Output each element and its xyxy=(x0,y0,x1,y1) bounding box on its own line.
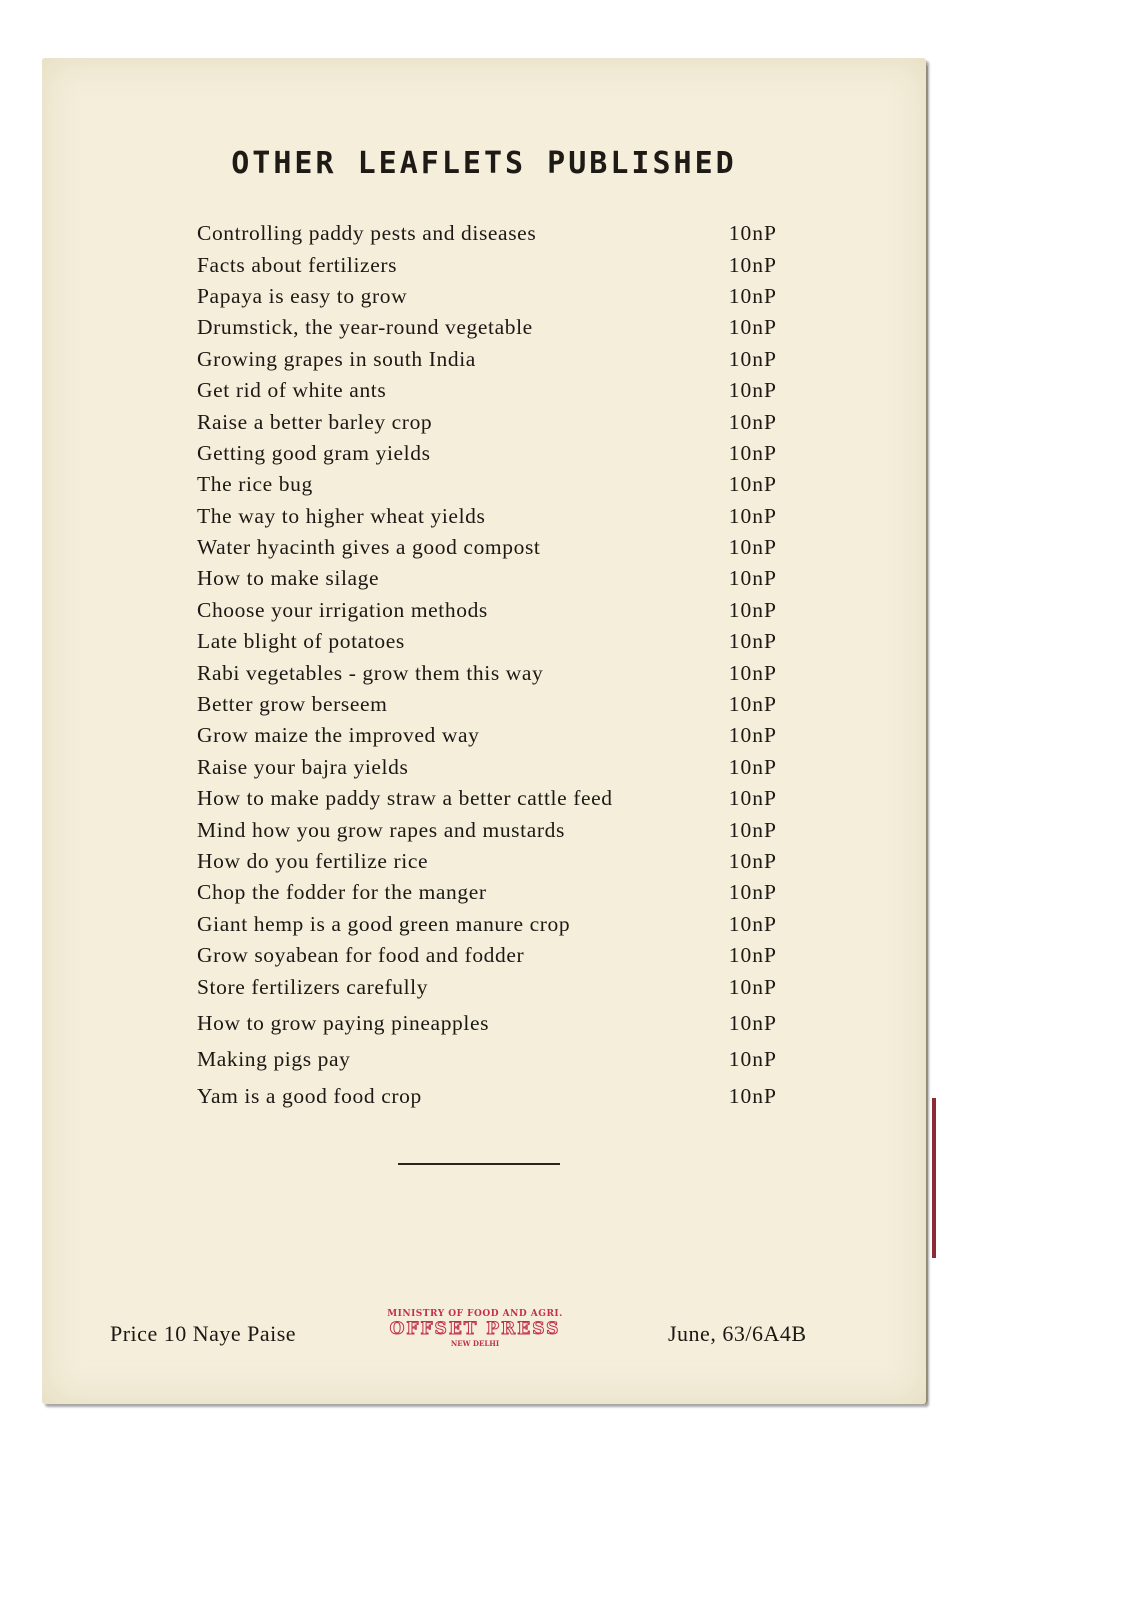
leaflet-title: Facts about fertilizers xyxy=(197,252,398,277)
leaflet-title: Rabi vegetables - grow them this way xyxy=(197,660,544,685)
leaflet-row xyxy=(197,752,777,783)
leaflet-price: 10nP xyxy=(728,566,777,591)
leaflet-price: 10nP xyxy=(728,880,777,905)
leaflet-title: Making pigs pay xyxy=(197,1047,351,1072)
leaflet-title: Get rid of white ants xyxy=(197,378,387,403)
leaflet-title: Mind how you grow rapes and mustards xyxy=(197,817,565,842)
leaflet-row xyxy=(197,281,777,312)
leaflet-price: 10nP xyxy=(728,723,777,748)
leaflet-back-cover xyxy=(42,58,926,1404)
leaflet-row xyxy=(197,532,777,563)
leaflet-row xyxy=(197,1044,777,1075)
leaflet-row xyxy=(197,375,777,406)
leaflet-price: 10nP xyxy=(728,660,777,685)
leaflet-price: 10nP xyxy=(728,472,777,497)
leaflet-row xyxy=(197,689,777,720)
leaflet-row xyxy=(197,344,777,375)
date-code: June, 63/6A4B xyxy=(668,1321,807,1346)
leaflet-title: How to make silage xyxy=(197,566,380,591)
leaflet-title: How do you fertilize rice xyxy=(197,849,429,873)
leaflet-row xyxy=(197,877,777,908)
leaflet-title: Papaya is easy to grow xyxy=(197,283,408,308)
stamp-city-text: NEW DELHI xyxy=(450,1339,500,1348)
leaflet-title: Grow maize the improved way xyxy=(197,723,480,748)
leaflet-row xyxy=(197,657,777,688)
leaflet-title: The rice bug xyxy=(197,472,313,497)
leaflet-row xyxy=(197,909,777,940)
leaflet-price: 10nP xyxy=(728,252,777,277)
leaflet-price: 10nP xyxy=(728,283,777,308)
leaflet-price: 10nP xyxy=(728,1083,777,1108)
leaflet-row xyxy=(197,563,777,594)
leaflet-row xyxy=(197,1008,777,1039)
leaflet-title: Grow soyabean for food and fodder xyxy=(197,943,525,968)
offset-press-stamp xyxy=(370,1310,580,1347)
leaflet-row xyxy=(197,406,777,437)
leaflet-price: 10nP xyxy=(728,974,777,999)
leaflet-title: Late blight of potatoes xyxy=(197,629,405,654)
leaflet-price: 10nP xyxy=(728,629,777,654)
leaflet-row xyxy=(197,814,777,845)
leaflet-row xyxy=(197,971,777,1002)
leaflet-list xyxy=(197,218,777,1112)
leaflet-title: Better grow berseem xyxy=(197,692,388,717)
leaflet-row xyxy=(197,438,777,469)
leaflet-row xyxy=(197,626,777,657)
leaflet-title: Giant hemp is a good green manure crop xyxy=(197,911,571,936)
leaflet-title: Store fertilizers carefully xyxy=(197,974,429,999)
divider-rule xyxy=(398,1163,560,1165)
leaflet-row xyxy=(197,720,777,751)
leaflet-title: Getting good gram yields xyxy=(197,440,431,465)
leaflet-row xyxy=(197,1081,777,1112)
leaflet-price: 10nP xyxy=(728,535,777,560)
leaflet-title: Choose your irrigation methods xyxy=(197,597,488,622)
leaflet-row xyxy=(197,469,777,500)
leaflet-title: How to make paddy straw a better cattle feed xyxy=(197,786,613,811)
leaflet-price: 10nP xyxy=(728,346,777,371)
leaflet-row xyxy=(197,595,777,626)
stamp-press-text: OFFSET PRESS xyxy=(389,1319,561,1339)
leaflet-price: 10nP xyxy=(728,849,777,873)
leaflet-row xyxy=(197,846,777,877)
leaflet-price: 10nP xyxy=(728,440,777,465)
leaflet-title: Raise a better barley crop xyxy=(197,409,433,434)
leaflet-row xyxy=(197,940,777,971)
leaflet-price: 10nP xyxy=(728,911,777,936)
leaflet-title: Controlling paddy pests and diseases xyxy=(197,221,537,246)
binding-mark xyxy=(932,1098,936,1258)
page-title: OTHER LEAFLETS PUBLISHED xyxy=(231,146,737,181)
leaflet-title: Raise your bajra yields xyxy=(197,754,409,779)
leaflet-price: 10nP xyxy=(728,597,777,622)
leaflet-price: 10nP xyxy=(728,817,777,842)
leaflet-price: 10nP xyxy=(728,315,777,340)
price-note: Price 10 Naye Paise xyxy=(110,1321,297,1346)
leaflet-row xyxy=(197,501,777,532)
leaflet-price: 10nP xyxy=(728,943,777,968)
leaflet-price: 10nP xyxy=(728,692,777,717)
leaflet-title: Yam is a good food crop xyxy=(197,1083,422,1108)
stamp-ministry-text: MINISTRY OF FOOD AND AGRI. xyxy=(387,1309,563,1319)
leaflet-title: Drumstick, the year-round vegetable xyxy=(197,315,533,340)
leaflet-price: 10nP xyxy=(728,754,777,779)
leaflet-price: 10nP xyxy=(728,378,777,403)
leaflet-row xyxy=(197,249,777,280)
leaflet-price: 10nP xyxy=(728,221,777,246)
leaflet-title: Growing grapes in south India xyxy=(197,346,476,371)
leaflet-price: 10nP xyxy=(728,409,777,434)
leaflet-price: 10nP xyxy=(728,503,777,528)
leaflet-title: Chop the fodder for the manger xyxy=(197,880,487,905)
leaflet-title: Water hyacinth gives a good compost xyxy=(197,535,541,560)
leaflet-row xyxy=(197,218,777,249)
leaflet-price: 10nP xyxy=(728,1047,777,1072)
leaflet-row xyxy=(197,783,777,814)
leaflet-price: 10nP xyxy=(728,786,777,811)
leaflet-price: 10nP xyxy=(728,1010,777,1035)
leaflet-title: How to grow paying pineapples xyxy=(197,1010,490,1035)
leaflet-title: The way to higher wheat yields xyxy=(197,503,486,528)
leaflet-row xyxy=(197,312,777,343)
